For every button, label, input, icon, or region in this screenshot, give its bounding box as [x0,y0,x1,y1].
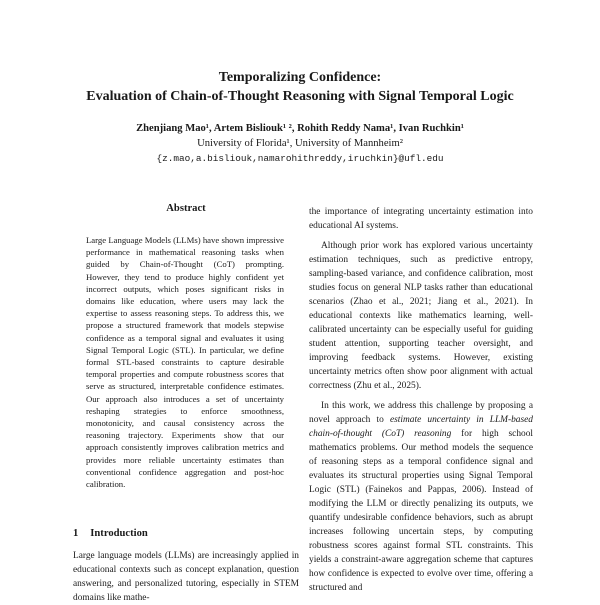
author-list: Zhenjiang Mao¹, Artem Bisliouk¹ ², Rohith Reddy Nama¹, Ivan Ruchkin¹ [136,123,464,134]
right-paragraph-3 [309,399,533,595]
section-title: Introduction [90,528,148,539]
affiliations: University of Florida¹, University of Mannheim² [197,138,403,149]
paragraph-3-emphasis: estimate uncertainty in LLM-based chain-of-thought (CoT) reasoning [309,415,533,439]
abstract-body [86,234,284,490]
author-emails: {z.mao,a.bisliouk,namarohithreddy,iruchkin}@ufl.edu [156,153,444,164]
abstract-text: Large Language Models (LLMs) have shown impressive performance in mathematical reasoning tasks when guided by Chain-of-Thought (CoT) prompting. However, they tend to produce highly confident yet incorrect outputs, which poses significant risks in domains like education, where users may lack the expertise to assess reasoning steps. To address this, we propose a structured framework that models stepwise confidence as a temporal signal and evaluates it using Signal Temporal Logic (STL). In particular, we define formal STL-based constraints to capture desirable temporal properties and compute robustness scores that serve as structured, interpretable confidence estimates. Our approach also introduces a set of uncertainty reshaping strategies to enforce smoothness, monotonicity, and causal consistency across the reasoning trajectory. Experiments show that our approach consistently improves calibration metrics and provides more reliable uncertainty estimates than conventional confidence aggregation and post-hoc calibration. [86,235,284,490]
right-column [309,205,533,601]
right-paragraph-1: the importance of integrating uncertainty estimation into educational AI systems. [309,207,533,231]
paragraph-3-rest: for high school mathematics problems. Our method models the sequence of reasoning steps as a temporal confidence signal and evaluates its structural properties using Signal Temporal Logic (STL) (Fainekos and Pappas, 2006). Instead of modifying the LLM or directly penalizing its outputs, we quantify undesirable confidence behaviors, such as abrupt increases following uncertain steps, by computing robustness scores against formal STL constraints. This yields a constraint-aware aggregation scheme that captures how confidence is expected to evolve over time, offering a structured and [309,429,534,593]
section-number: 1 [73,528,79,539]
paper-title-line-2: Evaluation of Chain-of-Thought Reasoning with Signal Temporal Logic [86,89,514,104]
right-paragraph-2: Although prior work has explored various uncertainty estimation techniques, such as predictive entropy, sampling-based variance, and confidence calibration, most studies focus on general NLP tasks rather than educational scenarios (Zhao et al., 2021; Jiang et al., 2021). In educational contexts like mathematics learning, well-calibrated uncertainty can be especially useful for guiding student attention, supporting teacher oversight, and improving feedback systems. However, existing uncertainty metrics often show poor alignment with actual correctness (Zhu et al., 2025). [309,241,533,391]
paper-title-line-1: Temporalizing Confidence: [218,70,382,85]
paragraph-3-start: In this work, we address this challenge by proposing a novel approach to [309,401,533,425]
introduction-body [73,549,299,605]
introduction-text: Large language models (LLMs) are increasingly applied in educational contexts such as concept explanation, question answering, and personalized tutoring, especially in STEM domains like mathe- [73,551,299,603]
section-heading-introduction [73,528,148,539]
abstract-heading: Abstract [166,203,206,214]
